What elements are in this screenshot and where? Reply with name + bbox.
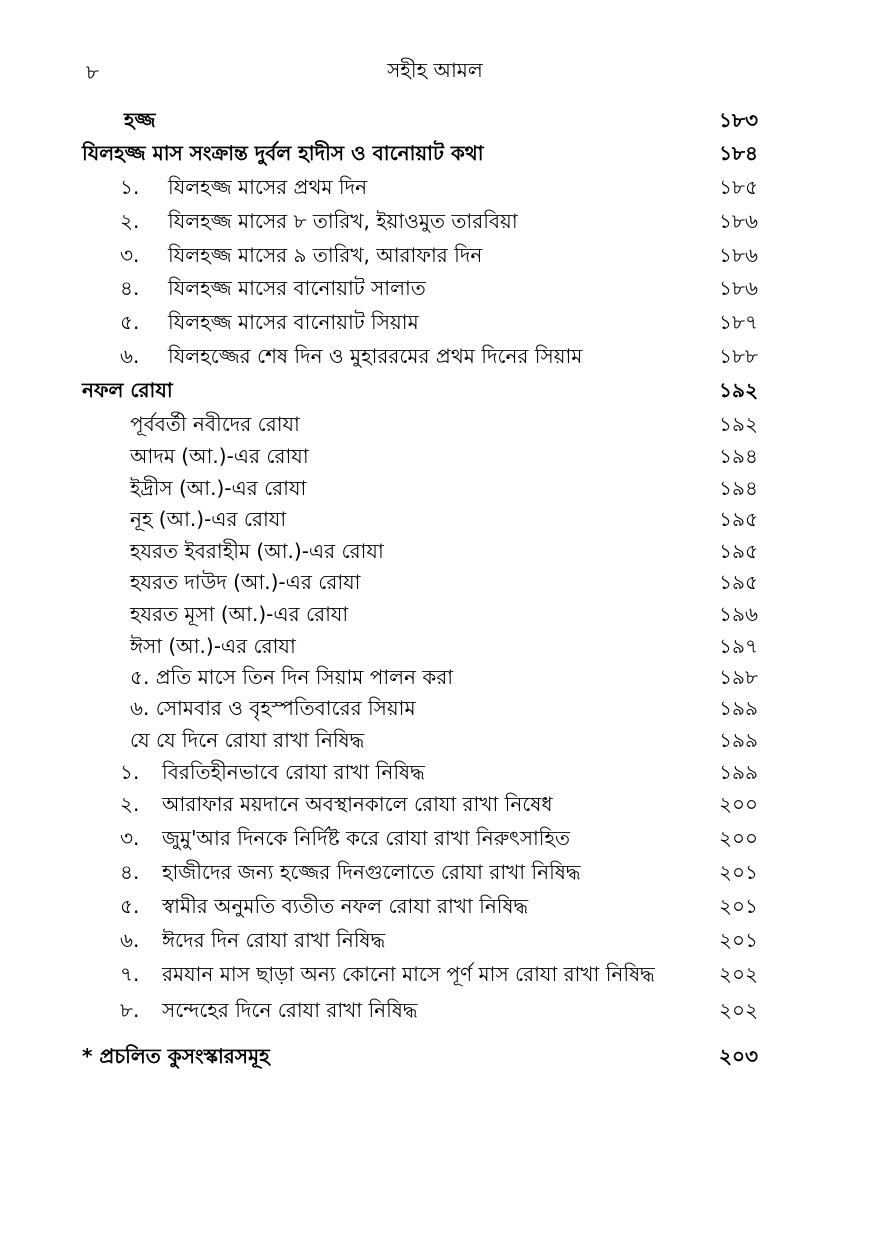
toc-entry-page: ১৮৭	[719, 310, 758, 334]
toc-entry-number: ৬.	[120, 344, 140, 368]
toc-entry-page: ১৯২	[719, 378, 758, 402]
toc-entry	[0, 924, 758, 956]
toc-entry-page: ১৯৯	[719, 760, 758, 784]
toc-entry-title: যিলহজ্জ মাসের বানোয়াট সিয়াম	[168, 310, 419, 334]
toc-entry-title: হাজীদের জন্য হজ্জের দিনগুলোতে রোযা রাখা নিষিদ্ধ	[162, 860, 581, 884]
toc-entry-page: ১৯৫	[719, 507, 758, 531]
toc-entry-title: আদম (আ.)-এর রোযা	[130, 444, 309, 468]
toc-entry-title: যিলহজ্জ মাস সংক্রান্ত দুর্বল হাদীস ও বানোয়াট কথা	[82, 141, 484, 165]
toc-entry-number: ৮.	[120, 998, 140, 1022]
toc-entry	[0, 630, 758, 662]
toc-entry	[0, 661, 758, 693]
toc-entry-title: ইদ্রীস (আ.)-এর রোযা	[130, 476, 307, 500]
toc-entry-page: ১৯৮	[719, 665, 758, 689]
toc-entry	[0, 306, 758, 338]
toc-entry-page: ২০২	[718, 962, 758, 986]
toc-entry-title: যিলহজ্জের শেষ দিন ও মুহাররমের প্রথম দিনের সিয়াম	[168, 344, 583, 368]
toc-entry-number: ১.	[120, 175, 140, 199]
toc-entry-page: ১৯৯	[719, 728, 758, 752]
toc-entry-page: ১৮৪	[719, 141, 758, 165]
toc-entry-title: নফল রোযা	[82, 378, 173, 402]
toc-entry	[0, 137, 758, 169]
toc-entry-page: ১৯৭	[719, 634, 758, 658]
toc-entry-title: ৬. সোমবার ও বৃহস্পতিবারের সিয়াম	[130, 696, 416, 720]
toc-entry	[0, 239, 758, 271]
toc-entry	[0, 598, 758, 630]
toc-entry	[0, 692, 758, 724]
toc-entry-number: ৫.	[120, 310, 140, 334]
toc-entry	[0, 994, 758, 1026]
toc-entry-page: ১৮৩	[719, 108, 758, 132]
toc-entry-title: যে যে দিনে রোযা রাখা নিষিদ্ধ	[130, 728, 365, 752]
toc-entry-page: ১৯৬	[719, 602, 758, 626]
toc-entry-title: হযরত দাউদ (আ.)-এর রোযা	[130, 570, 361, 594]
toc-entry-number: ২.	[120, 209, 140, 233]
toc-entry	[0, 472, 758, 504]
toc-entry	[0, 104, 758, 136]
toc-entry-page: ২০০	[718, 792, 758, 816]
toc-entry-title: যিলহজ্জ মাসের বানোয়াট সালাত	[168, 276, 426, 300]
toc-entry	[0, 566, 758, 598]
toc-entry	[0, 205, 758, 237]
toc-entry-page: ১৯৪	[719, 476, 758, 500]
toc-entry-title: আরাফার ময়দানে অবস্থানকালে রোযা রাখা নিষেধ	[162, 792, 553, 816]
toc-entry-title: যিলহজ্জ মাসের ৮ তারিখ, ইয়াওমুত তারবিয়া	[168, 209, 518, 233]
toc-entry	[0, 822, 758, 854]
toc-entry-number: ১.	[120, 760, 140, 784]
toc-entry-title: নূহ (আ.)-এর রোযা	[130, 507, 287, 531]
toc-entry-page: ১৯২	[719, 412, 758, 436]
toc-entry-number: ৫.	[120, 894, 140, 918]
toc-entry-title: জুমু'আর দিনকে নির্দিষ্ট করে রোযা রাখা নিরুৎসাহিত	[162, 826, 570, 850]
toc-entry-page: ২০০	[718, 826, 758, 850]
toc-entry	[0, 503, 758, 535]
toc-entry-page: ১৮৮	[719, 344, 758, 368]
toc-entry-title: বিরতিহীনভাবে রোযা রাখা নিষিদ্ধ	[162, 760, 425, 784]
toc-entry	[0, 171, 758, 203]
toc-entry-page: ২০১	[719, 860, 758, 884]
toc-entry-number: ৭.	[120, 962, 140, 986]
toc-entry-title: সন্দেহের দিনে রোযা রাখা নিষিদ্ধ	[162, 998, 418, 1022]
toc-entry	[0, 340, 758, 372]
toc-entry-page: ১৯৫	[719, 570, 758, 594]
toc-entry-title: ঈসা (আ.)-এর রোযা	[130, 634, 296, 658]
toc-entry-title: ঈদের দিন রোযা রাখা নিষিদ্ধ	[162, 928, 386, 952]
toc-entry-title: * প্রচলিত কুসংস্কারসমূহ	[82, 1044, 270, 1068]
page-number: ৮	[86, 60, 99, 84]
toc-entry-number: ২.	[120, 792, 140, 816]
toc-entry	[0, 788, 758, 820]
toc-entry-title: স্বামীর অনুমতি ব্যতীত নফল রোযা রাখা নিষিদ্ধ	[162, 894, 529, 918]
toc-entry-page: ২০১	[719, 928, 758, 952]
toc-entry	[0, 958, 758, 990]
toc-entry	[0, 374, 758, 406]
toc-entry-page: ১৮৫	[719, 175, 758, 199]
toc-entry-title: হযরত মূসা (আ.)-এর রোযা	[130, 602, 349, 626]
toc-entry-title: যিলহজ্জ মাসের প্রথম দিন	[168, 175, 368, 199]
toc-entry-page: ১৯৪	[719, 444, 758, 468]
toc-entry	[0, 440, 758, 472]
toc-entry-title: যিলহজ্জ মাসের ৯ তারিখ, আরাফার দিন	[168, 243, 483, 267]
toc-entry	[0, 756, 758, 788]
toc-entry-title: রমযান মাস ছাড়া অন্য কোনো মাসে পূর্ণ মাস রোযা রাখা নিষিদ্ধ	[162, 962, 655, 986]
toc-entry-number: ৪.	[120, 860, 140, 884]
toc-entry-page: ১৯৯	[719, 696, 758, 720]
toc-entry-page: ১৮৬	[719, 209, 758, 233]
toc-entry-page: ২০৩	[718, 1044, 758, 1068]
toc-entry-page: ২০১	[719, 894, 758, 918]
toc-entry-title: হযরত ইবরাহীম (আ.)-এর রোযা	[130, 539, 384, 563]
toc-entry	[0, 272, 758, 304]
toc-entry-title: হজ্জ	[124, 108, 156, 132]
toc-entry-number: ৩.	[120, 243, 140, 267]
toc-entry-page: ১৮৬	[719, 276, 758, 300]
toc-entry-number: ৬.	[120, 928, 140, 952]
toc-entry-page: ১৮৬	[719, 243, 758, 267]
running-title: সহীহ আমল	[387, 58, 483, 82]
toc-entry-number: ৪.	[120, 276, 140, 300]
toc-entry	[0, 1040, 758, 1072]
toc-entry	[0, 535, 758, 567]
toc-entry-number: ৩.	[120, 826, 140, 850]
toc-entry	[0, 856, 758, 888]
toc-entry	[0, 890, 758, 922]
toc-entry-page: ২০২	[718, 998, 758, 1022]
toc-entry	[0, 408, 758, 440]
toc-entry-page: ১৯৫	[719, 539, 758, 563]
toc-entry	[0, 724, 758, 756]
toc-entry-title: পূর্ববর্তী নবীদের রোযা	[130, 412, 300, 436]
toc-entry-title: ৫. প্রতি মাসে তিন দিন সিয়াম পালন করা	[130, 665, 454, 689]
